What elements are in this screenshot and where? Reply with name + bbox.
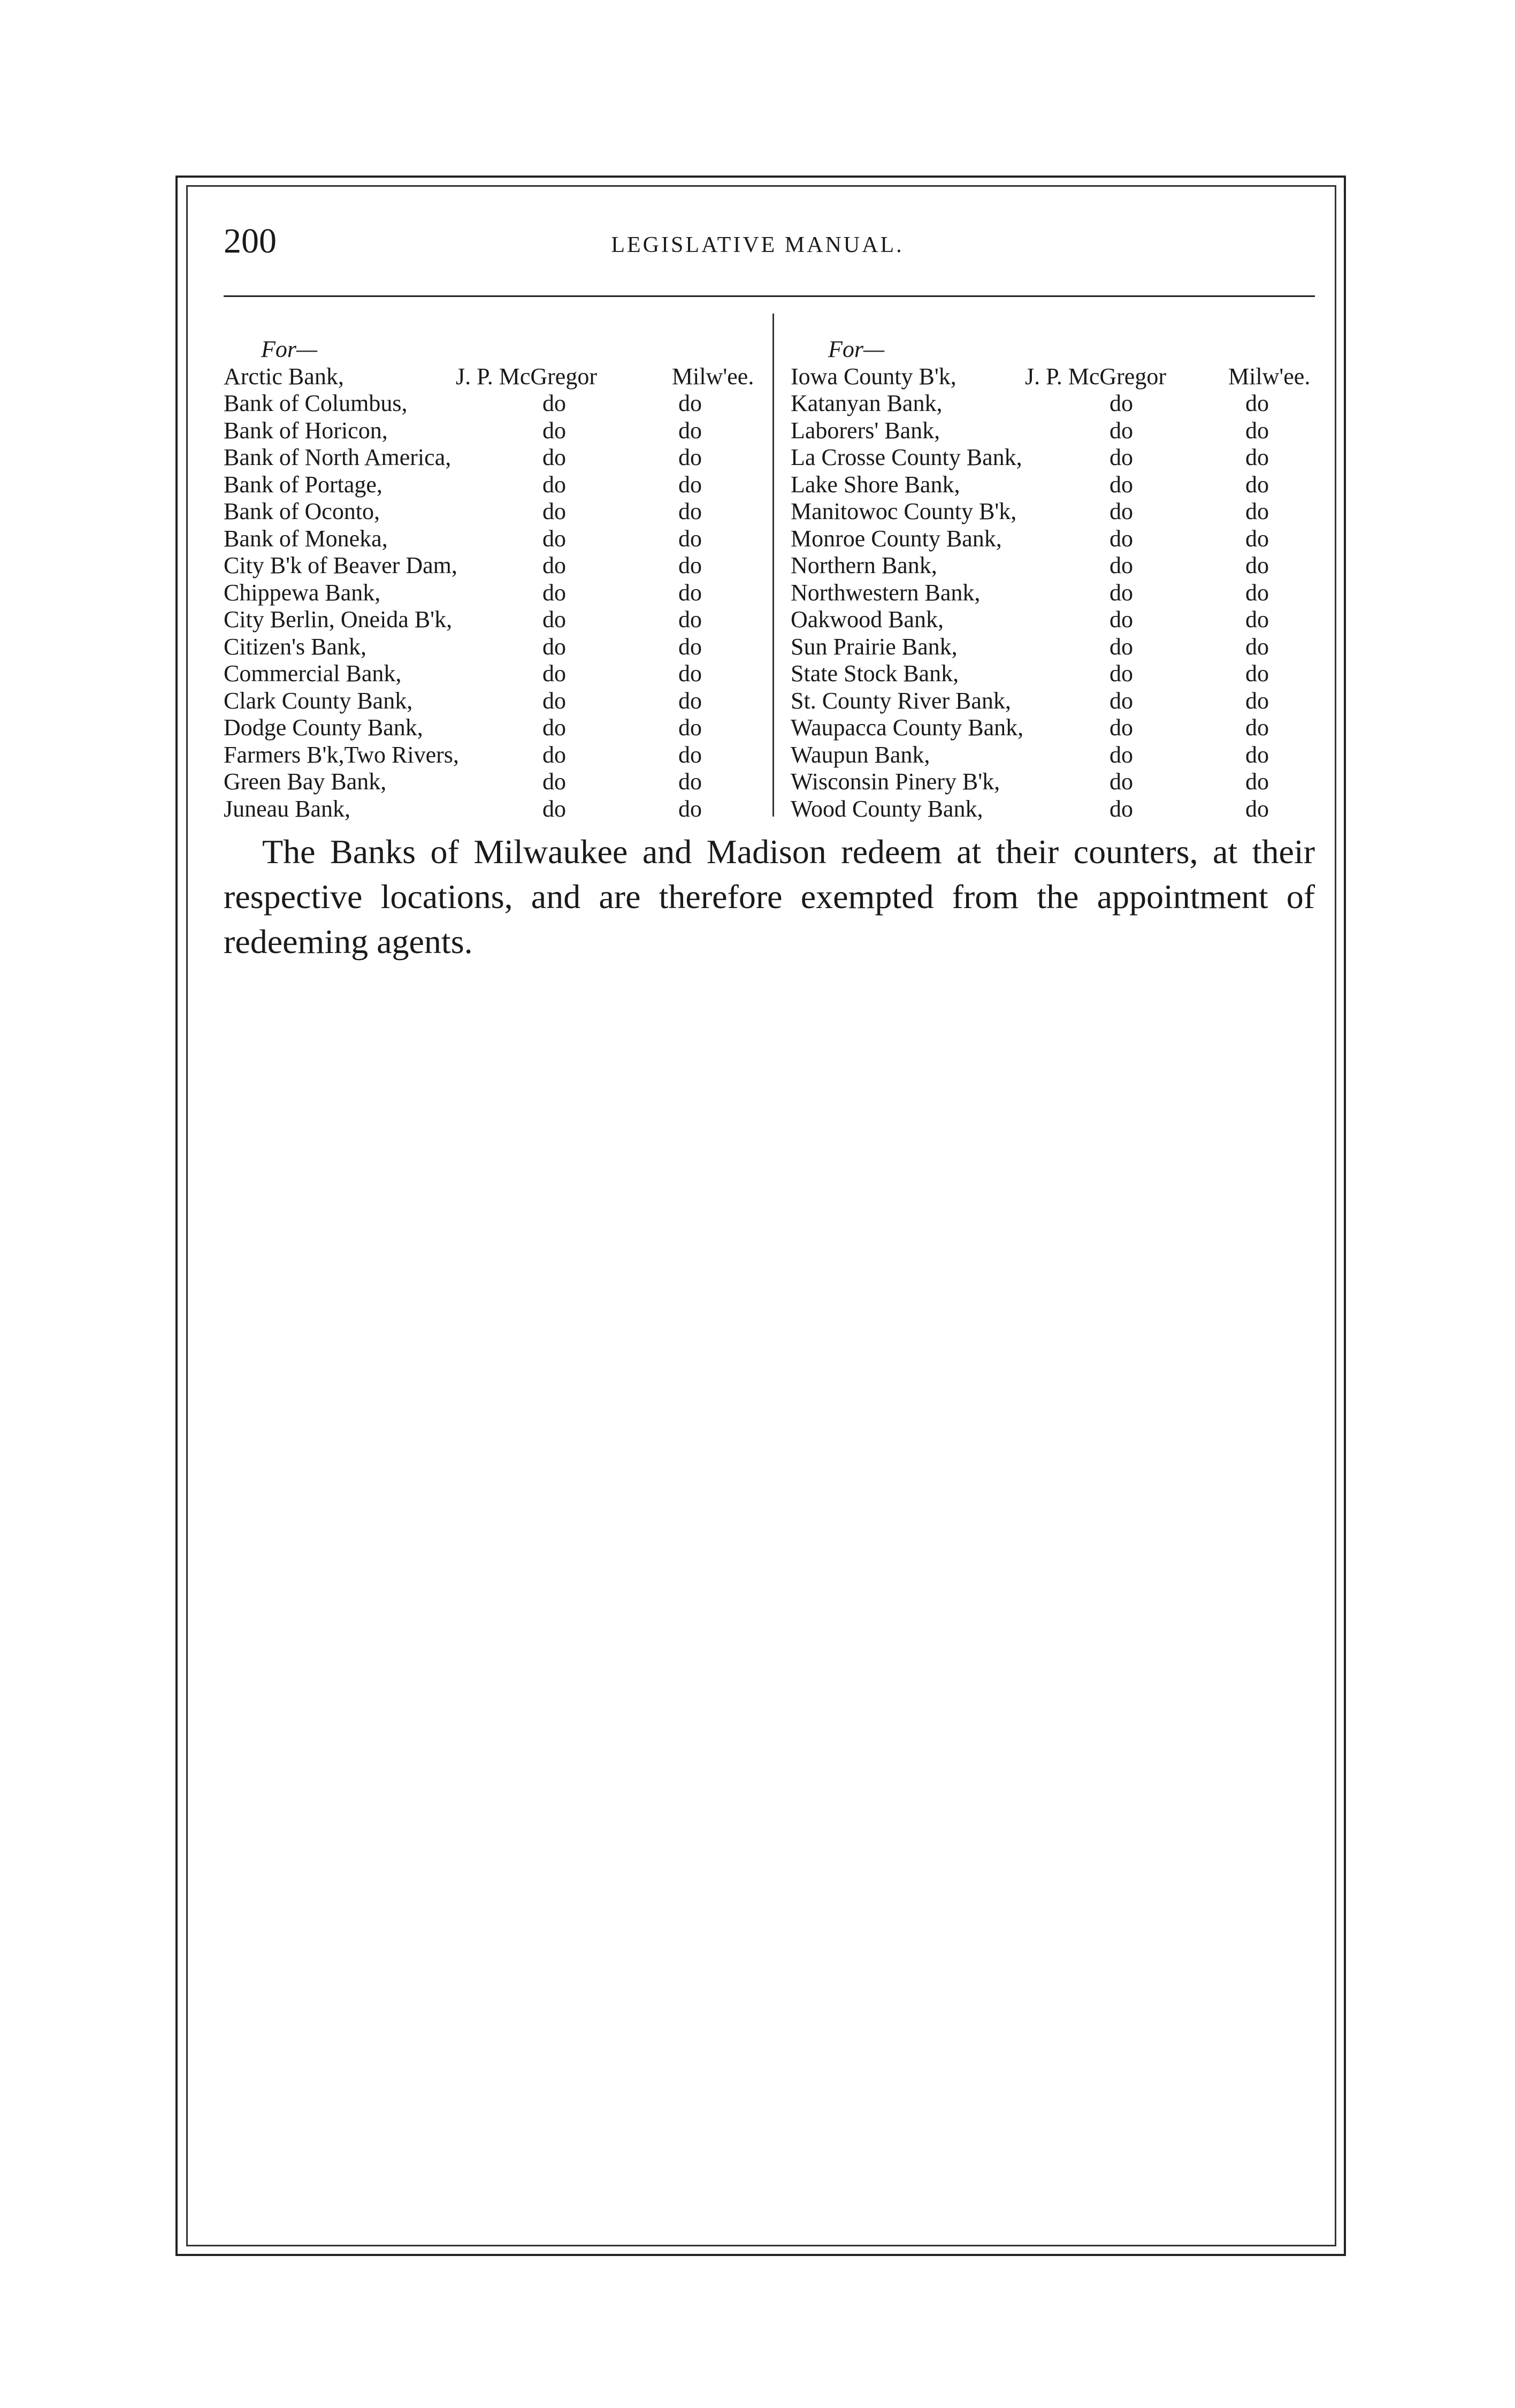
bank-row — [224, 471, 765, 499]
bank-name: Iowa County B'k, — [791, 363, 957, 390]
bank-row — [224, 552, 765, 580]
agent-location: do — [1245, 714, 1269, 741]
bank-name: Farmers B'k,Two Rivers, — [224, 741, 459, 768]
bank-name: Bank of Horicon, — [224, 417, 388, 444]
agent-location: do — [678, 768, 702, 795]
bank-row — [791, 525, 1326, 553]
redeeming-agent: do — [1110, 525, 1133, 552]
redeeming-agent: do — [1110, 390, 1133, 416]
agent-location: do — [678, 552, 702, 578]
redeeming-agent: do — [542, 768, 566, 795]
redeeming-agent: do — [542, 444, 566, 470]
redeeming-agent: do — [542, 714, 566, 741]
bank-name: Bank of Columbus, — [224, 390, 408, 416]
redeeming-agent: do — [1110, 444, 1133, 470]
bank-row — [791, 580, 1326, 607]
bank-row — [791, 444, 1326, 471]
bank-name: Juneau Bank, — [224, 795, 351, 822]
redeeming-agent: do — [1110, 606, 1133, 633]
redeeming-agent: do — [542, 498, 566, 524]
agent-location: do — [678, 606, 702, 633]
redeeming-agent: do — [1110, 552, 1133, 578]
bank-name: Dodge County Bank, — [224, 714, 423, 741]
redeeming-agent: do — [542, 606, 566, 633]
agent-location: do — [1245, 471, 1269, 498]
page-number: 200 — [224, 222, 277, 261]
bank-row — [224, 714, 765, 742]
bank-name: Bank of North America, — [224, 444, 452, 470]
bank-row — [791, 688, 1326, 715]
bank-row — [791, 552, 1326, 580]
bank-name: Waupun Bank, — [791, 741, 930, 768]
redeeming-agent: do — [542, 390, 566, 416]
bank-row — [791, 417, 1326, 445]
redemption-note: The Banks of Milwaukee and Madison redeem at their counters, at their respective locations, and are therefore exempted from the appointment of redeeming agents. — [224, 833, 1315, 961]
bank-row — [224, 525, 765, 553]
redeeming-agent: do — [1110, 714, 1133, 741]
bank-row — [224, 444, 765, 471]
redeeming-agent: do — [1110, 768, 1133, 795]
bank-name: Lake Shore Bank, — [791, 471, 960, 498]
bank-name: Northern Bank, — [791, 552, 937, 578]
agent-location: do — [1245, 579, 1269, 606]
header-rule — [224, 295, 1315, 297]
redeeming-agent: do — [1110, 795, 1133, 822]
agent-location: do — [1245, 687, 1269, 714]
agent-location: do — [1245, 498, 1269, 524]
agent-location: do — [678, 687, 702, 714]
right-column-heading: For— — [828, 336, 885, 362]
left-column-heading: For— — [261, 336, 318, 362]
redeeming-agent: do — [542, 687, 566, 714]
bank-row — [791, 363, 1326, 391]
agent-location: do — [1245, 525, 1269, 552]
agent-location: do — [678, 498, 702, 524]
bank-row — [791, 714, 1326, 742]
redeeming-agent: do — [1110, 471, 1133, 498]
bank-row — [224, 768, 765, 796]
bank-row — [791, 634, 1326, 661]
agent-location: do — [678, 525, 702, 552]
bank-row — [224, 634, 765, 661]
bank-name: Waupacca County Bank, — [791, 714, 1024, 741]
bank-row — [224, 363, 765, 391]
redeeming-agent: do — [542, 741, 566, 768]
bank-name: Arctic Bank, — [224, 363, 344, 390]
bank-name: Bank of Oconto, — [224, 498, 380, 524]
agent-location: Milw'ee. — [672, 363, 754, 390]
left-bank-column — [224, 336, 765, 822]
bank-name: Bank of Portage, — [224, 471, 382, 498]
redeeming-agent: do — [1110, 633, 1133, 660]
right-bank-column — [791, 336, 1326, 822]
bank-name: Katanyan Bank, — [791, 390, 943, 416]
redeeming-agent: do — [1110, 417, 1133, 444]
redeeming-agent: do — [1110, 687, 1133, 714]
bank-row — [224, 742, 765, 769]
bank-row — [791, 606, 1326, 634]
redeeming-agent: do — [1110, 741, 1133, 768]
bank-row — [791, 796, 1326, 823]
bank-name: Citizen's Bank, — [224, 633, 367, 660]
agent-location: Milw'ee. — [1228, 363, 1311, 390]
redeeming-agent: do — [542, 795, 566, 822]
agent-location: do — [678, 390, 702, 416]
bank-name: Northwestern Bank, — [791, 579, 981, 606]
bank-name: Laborers' Bank, — [791, 417, 940, 444]
redeeming-agent: do — [1110, 660, 1133, 687]
redeeming-agent: do — [542, 471, 566, 498]
bank-row — [224, 390, 765, 417]
bank-name: Clark County Bank, — [224, 687, 413, 714]
bank-name: City B'k of Beaver Dam, — [224, 552, 457, 578]
bank-name: La Crosse County Bank, — [791, 444, 1022, 470]
redeeming-agent: do — [542, 633, 566, 660]
agent-location: do — [678, 741, 702, 768]
agent-location: do — [678, 417, 702, 444]
agent-location: do — [678, 795, 702, 822]
bank-row — [791, 498, 1326, 525]
bank-row — [791, 660, 1326, 688]
bank-name: Oakwood Bank, — [791, 606, 944, 633]
bank-name: State Stock Bank, — [791, 660, 959, 687]
agent-location: do — [1245, 606, 1269, 633]
bank-row — [791, 390, 1326, 417]
agent-location: do — [1245, 795, 1269, 822]
redeeming-agent: do — [542, 525, 566, 552]
agent-location: do — [1245, 444, 1269, 470]
agent-location: do — [1245, 390, 1269, 416]
agent-location: do — [1245, 552, 1269, 578]
bank-name: Manitowoc County B'k, — [791, 498, 1017, 524]
bank-name: Wood County Bank, — [791, 795, 983, 822]
right-bank-list — [791, 363, 1326, 823]
agent-location: do — [1245, 768, 1269, 795]
left-bank-list — [224, 363, 765, 823]
redeeming-agent: J. P. McGregor — [456, 363, 597, 390]
agent-location: do — [678, 579, 702, 606]
bank-name: Wisconsin Pinery B'k, — [791, 768, 1000, 795]
bank-name: Commercial Bank, — [224, 660, 402, 687]
bank-name: Bank of Moneka, — [224, 525, 388, 552]
agent-location: do — [678, 633, 702, 660]
running-title: LEGISLATIVE MANUAL. — [611, 233, 904, 257]
agent-location: do — [678, 471, 702, 498]
agent-location: do — [1245, 660, 1269, 687]
bank-row — [224, 498, 765, 525]
bank-name: City Berlin, Oneida B'k, — [224, 606, 453, 633]
bank-row — [224, 660, 765, 688]
agent-location: do — [678, 444, 702, 470]
agent-location: do — [1245, 633, 1269, 660]
redeeming-agent: do — [1110, 498, 1133, 524]
bank-row — [224, 796, 765, 823]
redeeming-agent: do — [542, 660, 566, 687]
agent-location: do — [678, 660, 702, 687]
redeeming-agent: do — [542, 579, 566, 606]
bank-row — [224, 688, 765, 715]
agent-location: do — [678, 714, 702, 741]
bank-name: Chippewa Bank, — [224, 579, 381, 606]
bank-name: Green Bay Bank, — [224, 768, 387, 795]
redeeming-agent: do — [1110, 579, 1133, 606]
redeeming-agent: do — [542, 552, 566, 578]
bank-row — [224, 606, 765, 634]
bank-row — [791, 742, 1326, 769]
bank-row — [791, 471, 1326, 499]
bank-name: St. County River Bank, — [791, 687, 1011, 714]
agent-location: do — [1245, 417, 1269, 444]
agent-location: do — [1245, 741, 1269, 768]
bank-row — [791, 768, 1326, 796]
bank-row — [224, 417, 765, 445]
redeeming-agent: J. P. McGregor — [1025, 363, 1166, 390]
bank-name: Sun Prairie Bank, — [791, 633, 958, 660]
redeeming-agent: do — [542, 417, 566, 444]
column-divider — [772, 314, 774, 817]
bank-name: Monroe County Bank, — [791, 525, 1002, 552]
bank-row — [224, 580, 765, 607]
